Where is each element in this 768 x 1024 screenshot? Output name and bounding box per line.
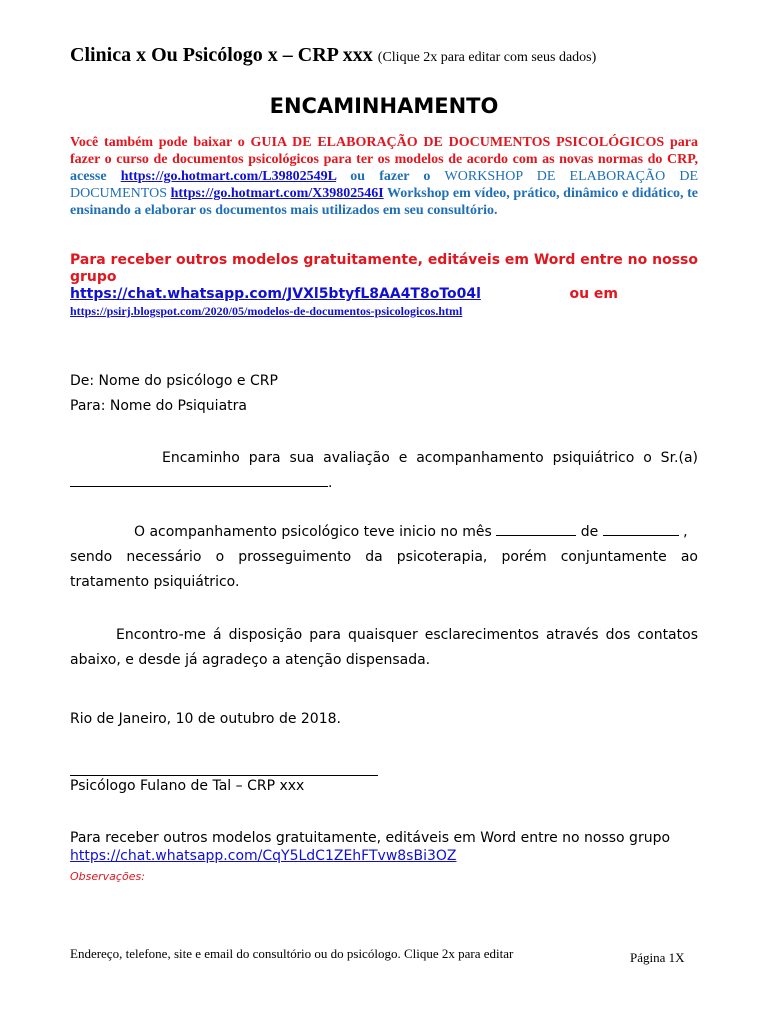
promo-workshop-text: WORKSHOP DE ELABORAÇÃO DE DOCUMENTOS xyxy=(70,169,699,201)
treatment-start-text: O acompanhamento psicológico teve inicio no mês xyxy=(134,524,492,540)
hotmart-workshop-link[interactable]: https://go.hotmart.com/X39802546I xyxy=(170,186,384,201)
page-number: Página 1X xyxy=(630,950,685,965)
whatsapp-group-link[interactable]: https://chat.whatsapp.com/JVXl5btyfL8AA4T8oTo04l xyxy=(70,286,481,302)
promo-acesse-text: acesse xyxy=(70,169,107,184)
treatment-rest-text: sendo necessário o prosseguimento da psicoterapia, porém conjuntamente ao tratamento psiquiátrico. xyxy=(70,549,698,590)
letterhead-edit-hint: (Clique 2x para editar com seus dados) xyxy=(377,50,597,65)
letterhead-title: Clinica x Ou Psicólogo x – CRP xxx xyxy=(70,44,373,66)
availability-paragraph: Encontro-me á disposição para quaisquer esclarecimentos através dos contatos abaixo, e desde já agradeço a atenção dispensada. xyxy=(70,627,698,668)
referral-paragraph xyxy=(70,446,698,496)
promo-guide-paragraph xyxy=(70,134,698,219)
promo-group-text: Para receber outros modelos gratuitamente, editáveis em Word entre no nosso grupo xyxy=(70,252,698,285)
letterhead[interactable] xyxy=(70,44,596,67)
whatsapp-group-link-2[interactable]: https://chat.whatsapp.com/CqY5LdC1ZEhFTvw8sBi3OZ xyxy=(70,848,457,864)
footer-contact[interactable]: Endereço, telefone, site e email do consultório ou do psicólogo. Clique 2x para editar xyxy=(70,946,514,961)
promo-ou-fazer-text: ou fazer o xyxy=(350,169,431,184)
patient-name-field[interactable] xyxy=(70,472,328,487)
from-line: De: Nome do psicólogo e CRP xyxy=(70,373,278,389)
promo-workshop-description: Workshop em vídeo, prático, dinâmico e didático, te ensinando a elaborar os documentos mais utilizados em seu consultório. xyxy=(70,186,698,218)
referral-text: Encaminho para sua avaliação e acompanhamento psiquiátrico o Sr.(a) xyxy=(162,450,698,466)
observations-label: Observações: xyxy=(70,870,145,883)
treatment-comma: , xyxy=(683,524,688,540)
promo-group-paragraph xyxy=(70,252,698,320)
promo-ou-em-text: ou em xyxy=(569,286,618,302)
referral-period: . xyxy=(328,475,333,491)
group-invite-text: Para receber outros modelos gratuitamente, editáveis em Word entre no nosso grupo xyxy=(70,830,671,846)
promo-guide-text: Você também pode baixar o GUIA DE ELABORAÇÃO DE DOCUMENTOS PSICOLÓGICOS para fazer o curso de documentos psicológicos para ter os modelos de acordo com as novas normas do CRP, xyxy=(70,135,698,167)
group-invite xyxy=(70,829,670,865)
date-line: Rio de Janeiro, 10 de outubro de 2018. xyxy=(70,711,341,727)
treatment-de-text: de xyxy=(580,524,599,540)
to-line: Para: Nome do Psiquiatra xyxy=(70,398,247,414)
blog-models-link[interactable]: https://psirj.blogspot.com/2020/05/modelos-de-documentos-psicologicos.html xyxy=(70,304,463,318)
month-field[interactable] xyxy=(496,521,576,536)
signature-name: Psicólogo Fulano de Tal – CRP xxx xyxy=(70,778,305,794)
treatment-paragraph xyxy=(70,520,698,595)
year-field[interactable] xyxy=(603,521,679,536)
hotmart-guide-link[interactable]: https://go.hotmart.com/L39802549L xyxy=(120,169,337,184)
document-title: ENCAMINHAMENTO xyxy=(269,94,499,118)
